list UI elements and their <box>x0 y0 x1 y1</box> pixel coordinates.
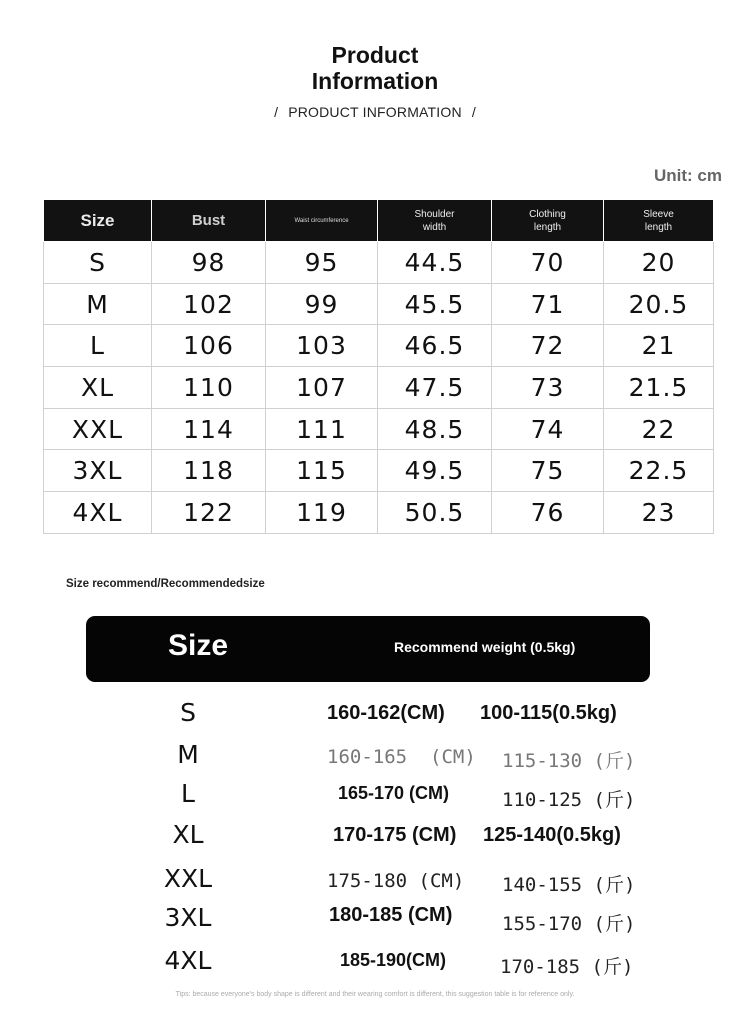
table-cell-shoulder: 45.5 <box>378 283 492 325</box>
table-cell-length: 74 <box>492 408 604 450</box>
header-clothing-length <box>492 200 604 242</box>
table-cell-waist: 115 <box>266 450 378 492</box>
table-cell-size: XXL <box>44 408 152 450</box>
table-cell-size: L <box>44 325 152 367</box>
table-cell-sleeve: 22.5 <box>604 450 714 492</box>
table-cell-bust: 122 <box>152 492 266 534</box>
table-cell-bust: 98 <box>152 242 266 284</box>
title-line-1: Product <box>331 42 419 68</box>
table-cell-sleeve: 20 <box>604 242 714 284</box>
recommend-height: 160-165 <box>327 746 408 768</box>
table-cell-shoulder: 47.5 <box>378 367 492 409</box>
table-cell-shoulder: 49.5 <box>378 450 492 492</box>
recommend-weight: 170-185 (斤) <box>500 956 634 978</box>
header-sleeve-length <box>604 200 714 242</box>
recommend-header-bar <box>86 616 650 682</box>
table-cell-waist: 107 <box>266 367 378 409</box>
tips-note: Tips: because everyone's body shape is different and their wearing comfort is different, this suggestion table is for reference only. <box>175 991 575 998</box>
recommend-weight: 140-155 (斤) <box>502 874 636 896</box>
table-cell-bust: 118 <box>152 450 266 492</box>
table-cell-size: 4XL <box>44 492 152 534</box>
header-size <box>44 200 152 242</box>
table-cell-length: 71 <box>492 283 604 325</box>
page-subtitle <box>0 104 750 120</box>
header-clothing-text: Clothing <box>529 208 566 220</box>
table-cell-shoulder: 48.5 <box>378 408 492 450</box>
size-chart-table <box>43 199 714 534</box>
table-cell-bust: 110 <box>152 367 266 409</box>
title-line-2: Information <box>311 68 439 94</box>
table-cell-size: 3XL <box>44 450 152 492</box>
table-cell-length: 73 <box>492 367 604 409</box>
table-cell-sleeve: 20.5 <box>604 283 714 325</box>
table-row <box>44 450 714 492</box>
recommend-height-unit: (CM) <box>430 746 476 768</box>
subtitle-slash-left: / <box>274 104 279 120</box>
table-cell-waist: 119 <box>266 492 378 534</box>
recommend-weight: 100-115(0.5kg) <box>480 702 617 724</box>
table-cell-bust: 106 <box>152 325 266 367</box>
list-item <box>0 946 750 986</box>
table-cell-bust: 114 <box>152 408 266 450</box>
table-cell-length: 72 <box>492 325 604 367</box>
recommend-size: XL <box>172 820 204 849</box>
table-header-row <box>44 200 714 242</box>
table-cell-shoulder: 46.5 <box>378 325 492 367</box>
recommend-size: 3XL <box>164 903 212 932</box>
recommend-size: M <box>177 740 199 769</box>
unit-label: Unit: cm <box>654 166 722 185</box>
table-cell-sleeve: 23 <box>604 492 714 534</box>
header-waist <box>266 200 378 242</box>
list-item <box>0 779 750 819</box>
header-shoulder <box>378 200 492 242</box>
header-bust <box>152 200 266 242</box>
table-cell-sleeve: 21 <box>604 325 714 367</box>
page-title <box>0 42 750 94</box>
table-cell-size: S <box>44 242 152 284</box>
subtitle-text: PRODUCT INFORMATION <box>288 104 462 120</box>
table-row <box>44 408 714 450</box>
recommend-height: 170-175 (CM) <box>333 824 457 846</box>
recommend-size: 4XL <box>164 946 212 975</box>
table-cell-size: M <box>44 283 152 325</box>
recommend-weight: 110-125 (斤) <box>502 789 636 811</box>
table-cell-waist: 103 <box>266 325 378 367</box>
recommend-section-label: Size recommend/Recommendedsize <box>66 578 265 590</box>
recommend-height: 175-180 (CM) <box>327 870 465 892</box>
table-cell-shoulder: 50.5 <box>378 492 492 534</box>
table-cell-length: 76 <box>492 492 604 534</box>
table-row <box>44 283 714 325</box>
header-shoulder-text: Shoulder <box>414 208 455 220</box>
table-cell-bust: 102 <box>152 283 266 325</box>
table-row <box>44 492 714 534</box>
header-bust-text: Bust <box>191 212 226 229</box>
table-cell-shoulder: 44.5 <box>378 242 492 284</box>
recommend-size: S <box>180 698 196 727</box>
table-cell-waist: 111 <box>266 408 378 450</box>
table-row <box>44 367 714 409</box>
list-item <box>0 820 750 860</box>
recommend-size: L <box>181 779 195 808</box>
header-sleeve-text-2: length <box>644 221 673 233</box>
subtitle-slash-right: / <box>471 104 476 120</box>
table-cell-waist: 99 <box>266 283 378 325</box>
recommend-height: 160-162(CM) <box>327 702 445 724</box>
header-shoulder-text-2: width <box>422 221 447 233</box>
list-item <box>0 698 750 738</box>
table-cell-sleeve: 21.5 <box>604 367 714 409</box>
table-cell-sleeve: 22 <box>604 408 714 450</box>
header-size-text: Size <box>80 210 115 230</box>
recommend-weight: 155-170 (斤) <box>502 913 636 935</box>
table-cell-length: 70 <box>492 242 604 284</box>
header-waist-text: Waist circumference <box>294 217 349 224</box>
recommend-header-size: Size <box>168 629 229 662</box>
list-item <box>0 903 750 943</box>
list-item <box>0 740 750 780</box>
recommend-weight: 115-130 (斤) <box>502 750 636 772</box>
table-cell-waist: 95 <box>266 242 378 284</box>
recommend-height: 180-185 (CM) <box>329 904 453 926</box>
header-sleeve-text: Sleeve <box>643 208 674 220</box>
recommend-size: XXL <box>163 864 213 893</box>
recommend-weight: 125-140(0.5kg) <box>483 824 621 846</box>
table-cell-length: 75 <box>492 450 604 492</box>
table-row <box>44 325 714 367</box>
recommend-height: 165-170 (CM) <box>338 783 450 803</box>
table-row <box>44 242 714 284</box>
list-item <box>0 864 750 904</box>
recommend-height: 185-190(CM) <box>340 950 447 970</box>
table-cell-size: XL <box>44 367 152 409</box>
header-clothing-text-2: length <box>533 221 562 233</box>
recommend-header-weight: Recommend weight (0.5kg) <box>394 639 576 655</box>
